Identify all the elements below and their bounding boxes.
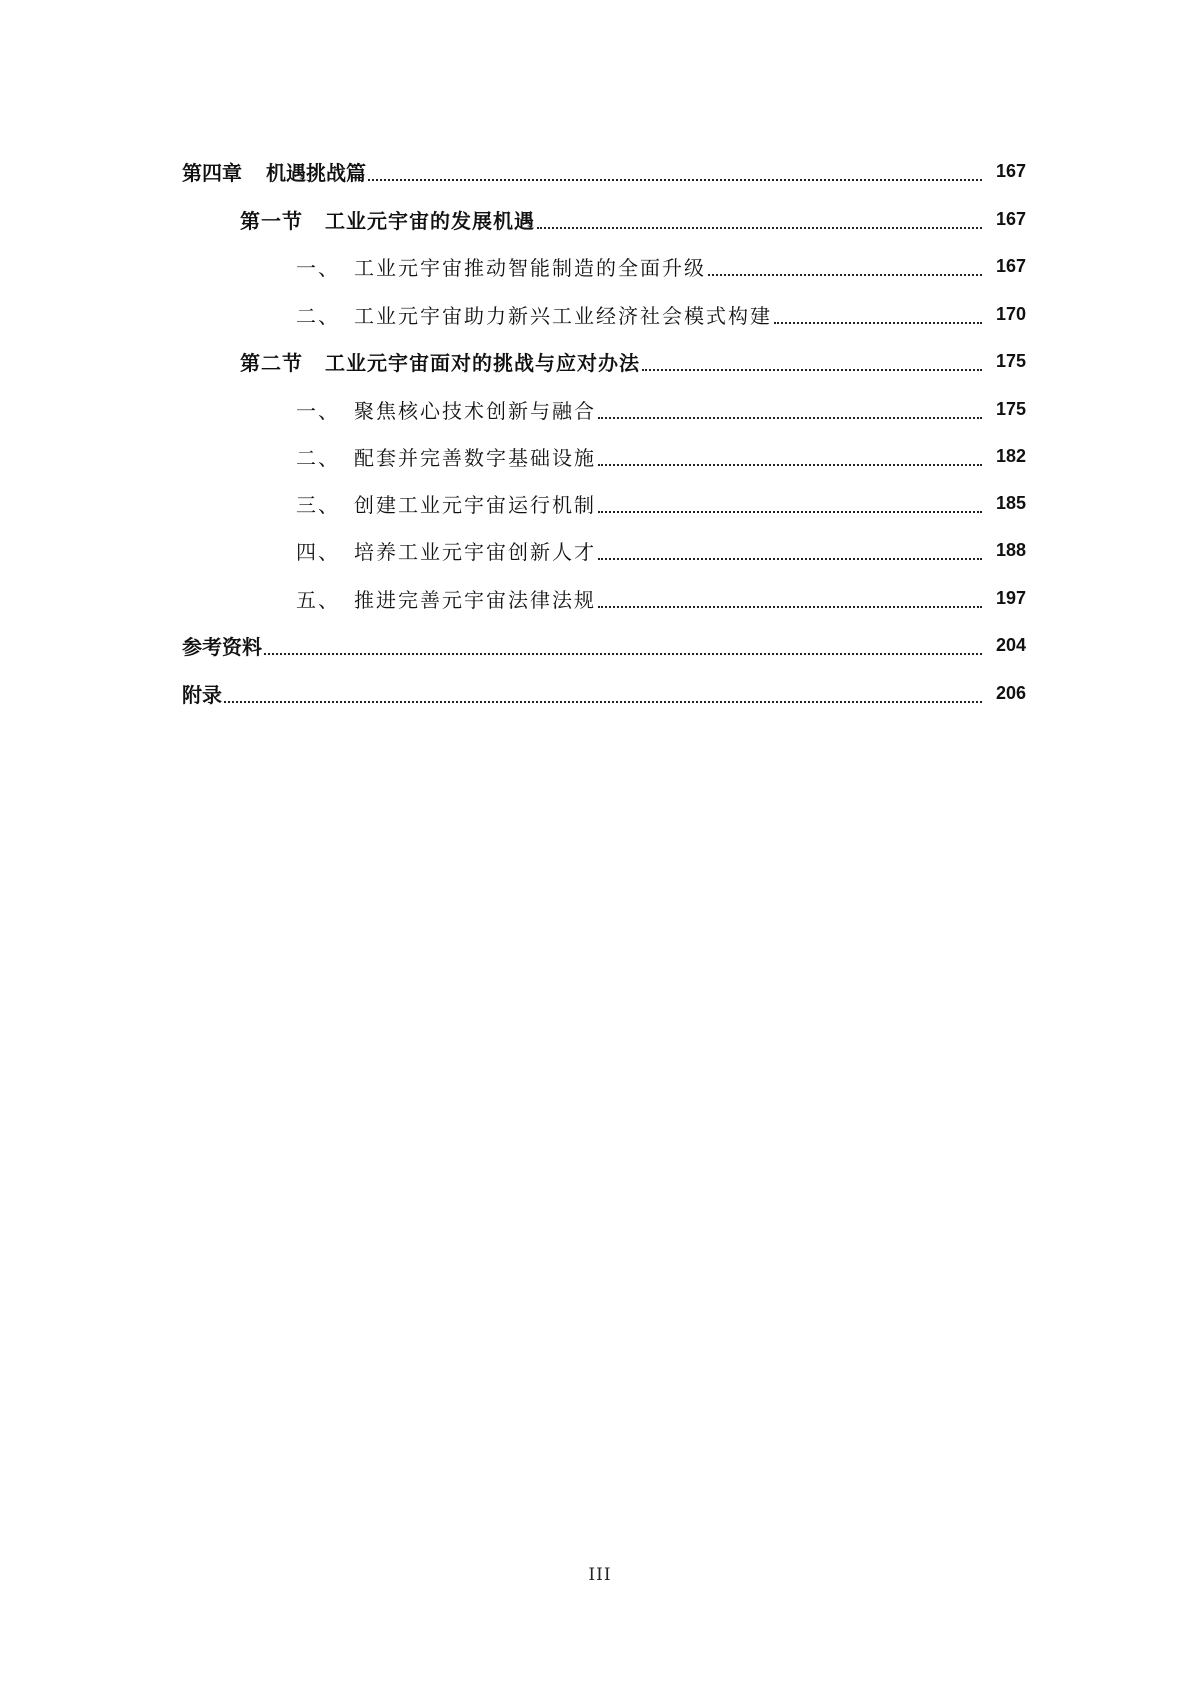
section-number: 第一节 <box>240 208 303 233</box>
toc-entry-label: 附录 <box>182 682 222 707</box>
dot-leader <box>642 369 982 371</box>
toc-entry-section-2-item-3[interactable] <box>0 486 1200 520</box>
dot-leader <box>598 417 982 419</box>
item-number: 一、 <box>296 398 340 423</box>
toc-page-number: 175 <box>995 350 1026 371</box>
toc-entry-section-2-item-1[interactable] <box>0 392 1200 426</box>
item-number: 四、 <box>296 539 340 564</box>
toc-entry-section-1-item-1[interactable] <box>0 249 1200 283</box>
toc-entry-label: 参考资料 <box>182 634 262 659</box>
item-number: 二、 <box>296 303 340 328</box>
toc-entry-chapter-4[interactable] <box>0 154 1200 188</box>
toc-entry-label <box>296 395 596 424</box>
toc-entry-section-2-item-2[interactable] <box>0 439 1200 473</box>
dot-leader <box>598 464 982 466</box>
item-title: 培养工业元宇宙创新人才 <box>354 539 596 564</box>
toc-entry-section-1[interactable] <box>0 202 1200 236</box>
item-title: 工业元宇宙助力新兴工业经济社会模式构建 <box>354 303 772 328</box>
toc-page-number: 185 <box>995 492 1026 513</box>
item-title: 聚焦核心技术创新与融合 <box>354 398 596 423</box>
toc-page-number: 175 <box>995 398 1026 419</box>
item-number: 二、 <box>296 445 340 470</box>
dot-leader <box>598 511 982 513</box>
table-of-contents <box>0 0 1200 720</box>
toc-entry-label <box>240 347 640 376</box>
item-number: 五、 <box>296 587 340 612</box>
toc-entry-label <box>296 584 596 613</box>
toc-page-number: 167 <box>995 160 1026 181</box>
chapter-number: 第四章 <box>182 160 242 185</box>
chapter-title: 机遇挑战篇 <box>266 160 366 185</box>
toc-entry-label <box>296 489 596 518</box>
toc-page-number: 170 <box>995 303 1026 324</box>
toc-entry-label <box>296 536 596 565</box>
toc-page-number: 197 <box>995 587 1026 608</box>
dot-leader <box>708 274 982 276</box>
toc-entry-section-2[interactable] <box>0 344 1200 378</box>
toc-entry-label <box>296 300 772 329</box>
toc-entry-references[interactable] <box>0 628 1200 662</box>
item-title: 配套并完善数字基础设施 <box>354 445 596 470</box>
dot-leader <box>224 701 982 703</box>
item-title: 推进完善元宇宙法律法规 <box>354 587 596 612</box>
item-title: 创建工业元宇宙运行机制 <box>354 492 596 517</box>
toc-page-number: 167 <box>995 208 1026 229</box>
toc-page-number: 204 <box>995 634 1026 655</box>
toc-entry-section-2-item-4[interactable] <box>0 533 1200 567</box>
toc-entry-label <box>296 442 596 471</box>
item-number: 三、 <box>296 492 340 517</box>
section-title: 工业元宇宙的发展机遇 <box>325 208 535 233</box>
toc-page-number: 206 <box>995 682 1026 703</box>
toc-entry-label <box>296 252 706 281</box>
toc-page-number: 167 <box>995 255 1026 276</box>
toc-entry-section-2-item-5[interactable] <box>0 581 1200 615</box>
dot-leader <box>264 653 982 655</box>
toc-entry-section-1-item-2[interactable] <box>0 297 1200 331</box>
dot-leader <box>774 322 982 324</box>
toc-entry-label <box>182 157 366 186</box>
toc-page-number: 188 <box>995 539 1026 560</box>
dot-leader <box>368 179 982 181</box>
page-footer-number: III <box>588 1565 612 1585</box>
section-title: 工业元宇宙面对的挑战与应对办法 <box>325 350 640 375</box>
dot-leader <box>537 227 982 229</box>
dot-leader <box>598 606 982 608</box>
toc-entry-label <box>240 205 535 234</box>
section-number: 第二节 <box>240 350 303 375</box>
item-number: 一、 <box>296 255 340 280</box>
dot-leader <box>598 558 982 560</box>
toc-entry-appendix[interactable] <box>0 676 1200 710</box>
item-title: 工业元宇宙推动智能制造的全面升级 <box>354 255 706 280</box>
toc-page-number: 182 <box>995 445 1026 466</box>
